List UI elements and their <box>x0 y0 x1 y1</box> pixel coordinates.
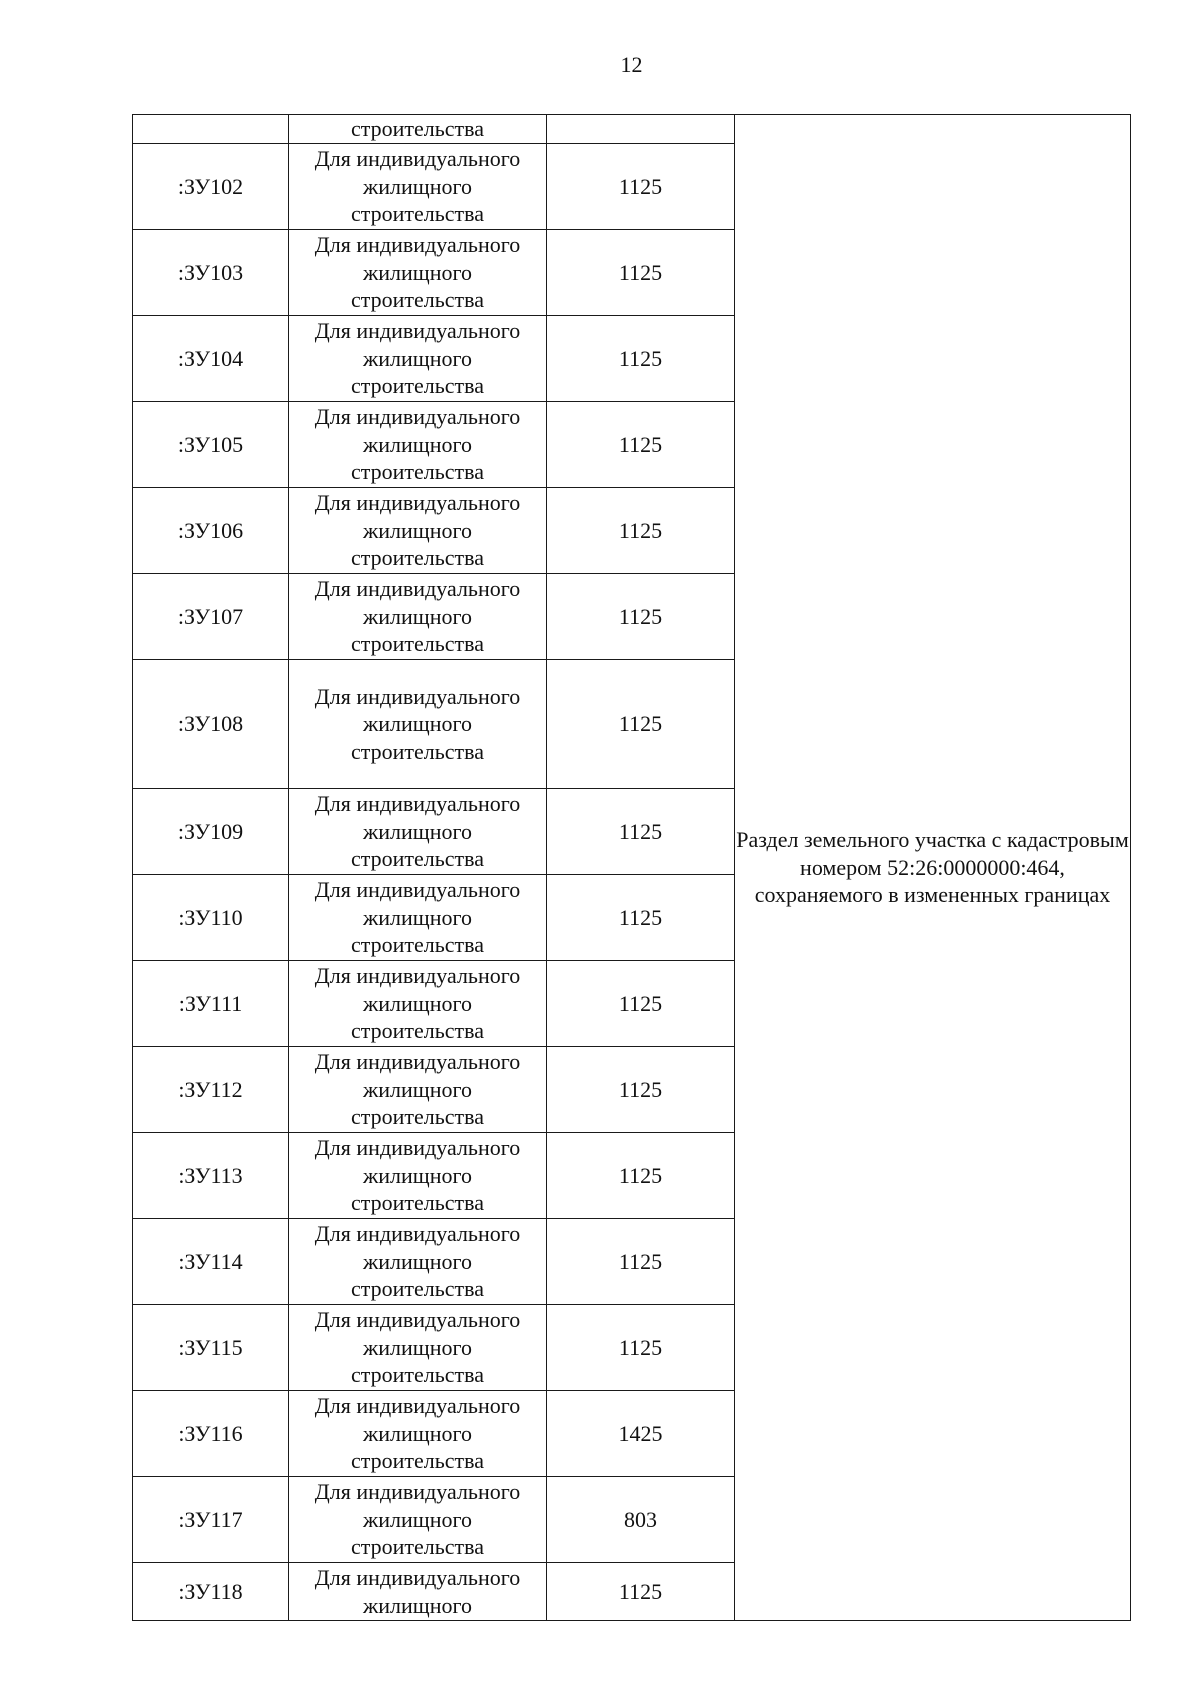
plot-id-cell: :ЗУ106 <box>133 488 289 574</box>
land-plot-table <box>132 114 1131 1621</box>
land-use-line: Для индивидуального <box>314 1049 521 1075</box>
land-use-cell <box>289 1563 547 1621</box>
area-cell: 1125 <box>547 574 735 660</box>
plot-id-cell: :ЗУ113 <box>133 1133 289 1219</box>
land-use-cell <box>289 144 547 230</box>
land-use-line: жилищного <box>363 818 472 844</box>
land-use-text <box>289 876 546 959</box>
area-cell <box>547 115 735 144</box>
land-use-line: строительства <box>350 1276 485 1302</box>
page-number: 12 <box>620 52 643 77</box>
land-use-text <box>289 231 546 314</box>
land-use-line: строительства <box>350 116 485 142</box>
land-use-line: строительства <box>350 287 485 313</box>
plot-id-cell: :ЗУ116 <box>133 1391 289 1477</box>
land-use-text <box>289 489 546 572</box>
area-cell: 1125 <box>547 316 735 402</box>
land-use-line: строительства <box>350 1018 485 1044</box>
area-cell: 1125 <box>547 660 735 789</box>
area-cell: 1125 <box>547 875 735 961</box>
land-use-line: Для индивидуального <box>314 1393 521 1419</box>
land-use-line: жилищного <box>363 1592 472 1618</box>
land-use-line: строительства <box>350 631 485 657</box>
merged-note-cell: Раздел земельного участка с кадастровым номером 52:26:0000000:464, сохраняемого в измененных границах <box>735 115 1131 1621</box>
land-use-line: Для индивидуального <box>314 1221 521 1247</box>
land-use-line: жилищного <box>363 1162 472 1188</box>
area-cell: 1125 <box>547 488 735 574</box>
land-use-line: строительства <box>350 1448 485 1474</box>
land-use-cell <box>289 574 547 660</box>
land-use-line: жилищного <box>363 345 472 371</box>
land-use-cell <box>289 1133 547 1219</box>
plot-id-cell: :ЗУ110 <box>133 875 289 961</box>
plot-id-cell: :ЗУ103 <box>133 230 289 316</box>
land-use-line: жилищного <box>363 259 472 285</box>
land-use-text <box>289 962 546 1045</box>
land-use-line: Для индивидуального <box>314 232 521 258</box>
land-use-cell <box>289 1477 547 1563</box>
land-use-text <box>289 1306 546 1389</box>
land-use-line: строительства <box>350 373 485 399</box>
area-cell: 1125 <box>547 1563 735 1621</box>
land-use-cell <box>289 1391 547 1477</box>
land-use-cell <box>289 789 547 875</box>
land-use-cell <box>289 316 547 402</box>
plot-id-cell: :ЗУ118 <box>133 1563 289 1621</box>
land-use-text <box>289 1134 546 1217</box>
land-use-cell <box>289 1047 547 1133</box>
land-use-line: Для индивидуального <box>314 1135 521 1161</box>
land-use-line: Для индивидуального <box>314 576 521 602</box>
land-use-line: строительства <box>350 1190 485 1216</box>
land-use-line: строительства <box>350 1104 485 1130</box>
land-use-text <box>289 145 546 228</box>
area-cell: 1425 <box>547 1391 735 1477</box>
area-cell: 803 <box>547 1477 735 1563</box>
land-use-line: Для индивидуального <box>314 791 521 817</box>
land-use-line: жилищного <box>363 1506 472 1532</box>
land-use-cell <box>289 402 547 488</box>
land-use-line: Для индивидуального <box>314 963 521 989</box>
land-use-line: Для индивидуального <box>314 683 521 709</box>
land-use-line: строительства <box>350 932 485 958</box>
land-use-line: жилищного <box>363 1076 472 1102</box>
area-cell: 1125 <box>547 1219 735 1305</box>
land-use-line: строительства <box>350 1534 485 1560</box>
land-use-cell <box>289 230 547 316</box>
plot-id-cell: :ЗУ112 <box>133 1047 289 1133</box>
land-use-text <box>289 790 546 873</box>
area-cell: 1125 <box>547 1133 735 1219</box>
area-cell: 1125 <box>547 789 735 875</box>
land-use-line: Для индивидуального <box>314 318 521 344</box>
plot-id-cell: :ЗУ108 <box>133 660 289 789</box>
land-use-line: Для индивидуального <box>314 1565 521 1590</box>
area-cell: 1125 <box>547 961 735 1047</box>
land-use-line: жилищного <box>363 1420 472 1446</box>
land-use-line: жилищного <box>363 904 472 930</box>
land-use-line: Для индивидуального <box>314 404 521 430</box>
land-use-line: жилищного <box>363 431 472 457</box>
land-use-line: жилищного <box>363 1248 472 1274</box>
land-use-line: строительства <box>350 545 485 571</box>
land-use-line: жилищного <box>363 173 472 199</box>
plot-id-cell: :ЗУ114 <box>133 1219 289 1305</box>
plot-id-cell: :ЗУ111 <box>133 961 289 1047</box>
land-use-line: строительства <box>350 201 485 227</box>
land-use-text <box>289 317 546 400</box>
land-use-text <box>289 1048 546 1131</box>
land-use-line: жилищного <box>363 517 472 543</box>
plot-id-cell: :ЗУ102 <box>133 144 289 230</box>
land-use-line: строительства <box>350 459 485 485</box>
land-use-cell <box>289 660 547 789</box>
area-cell: 1125 <box>547 402 735 488</box>
land-use-cell <box>289 488 547 574</box>
area-cell: 1125 <box>547 230 735 316</box>
area-cell: 1125 <box>547 144 735 230</box>
plot-id-cell: :ЗУ109 <box>133 789 289 875</box>
table-body <box>133 115 1131 1621</box>
plot-id-cell: :ЗУ115 <box>133 1305 289 1391</box>
area-cell: 1125 <box>547 1047 735 1133</box>
land-use-text <box>289 1564 546 1619</box>
land-use-line: жилищного <box>363 711 472 737</box>
land-use-line: Для индивидуального <box>314 877 521 903</box>
land-use-text <box>289 683 546 766</box>
plot-id-cell: :ЗУ104 <box>133 316 289 402</box>
land-use-text <box>289 115 546 143</box>
land-use-line: Для индивидуального <box>314 1307 521 1333</box>
land-use-text <box>289 575 546 658</box>
land-use-cell <box>289 961 547 1047</box>
plot-id-cell: :ЗУ117 <box>133 1477 289 1563</box>
land-use-text <box>289 1478 546 1561</box>
land-use-cell <box>289 1219 547 1305</box>
plot-id-cell: :ЗУ105 <box>133 402 289 488</box>
land-use-cell <box>289 875 547 961</box>
land-use-text <box>289 1220 546 1303</box>
land-use-line: жилищного <box>363 1334 472 1360</box>
land-use-line: жилищного <box>363 990 472 1016</box>
land-use-text <box>289 1392 546 1475</box>
land-use-text <box>289 403 546 486</box>
land-use-line: строительства <box>350 846 485 872</box>
table-row-continuation <box>133 115 1131 144</box>
plot-id-cell: :ЗУ107 <box>133 574 289 660</box>
area-cell: 1125 <box>547 1305 735 1391</box>
land-use-cell <box>289 1305 547 1391</box>
land-use-line: жилищного <box>363 603 472 629</box>
plot-id-cell <box>133 115 289 144</box>
land-use-line: Для индивидуального <box>314 490 521 516</box>
land-use-line: Для индивидуального <box>314 146 521 172</box>
land-use-line: строительства <box>350 738 485 764</box>
land-use-line: строительства <box>350 1362 485 1388</box>
land-use-cell <box>289 115 547 144</box>
land-use-line: Для индивидуального <box>314 1479 521 1505</box>
